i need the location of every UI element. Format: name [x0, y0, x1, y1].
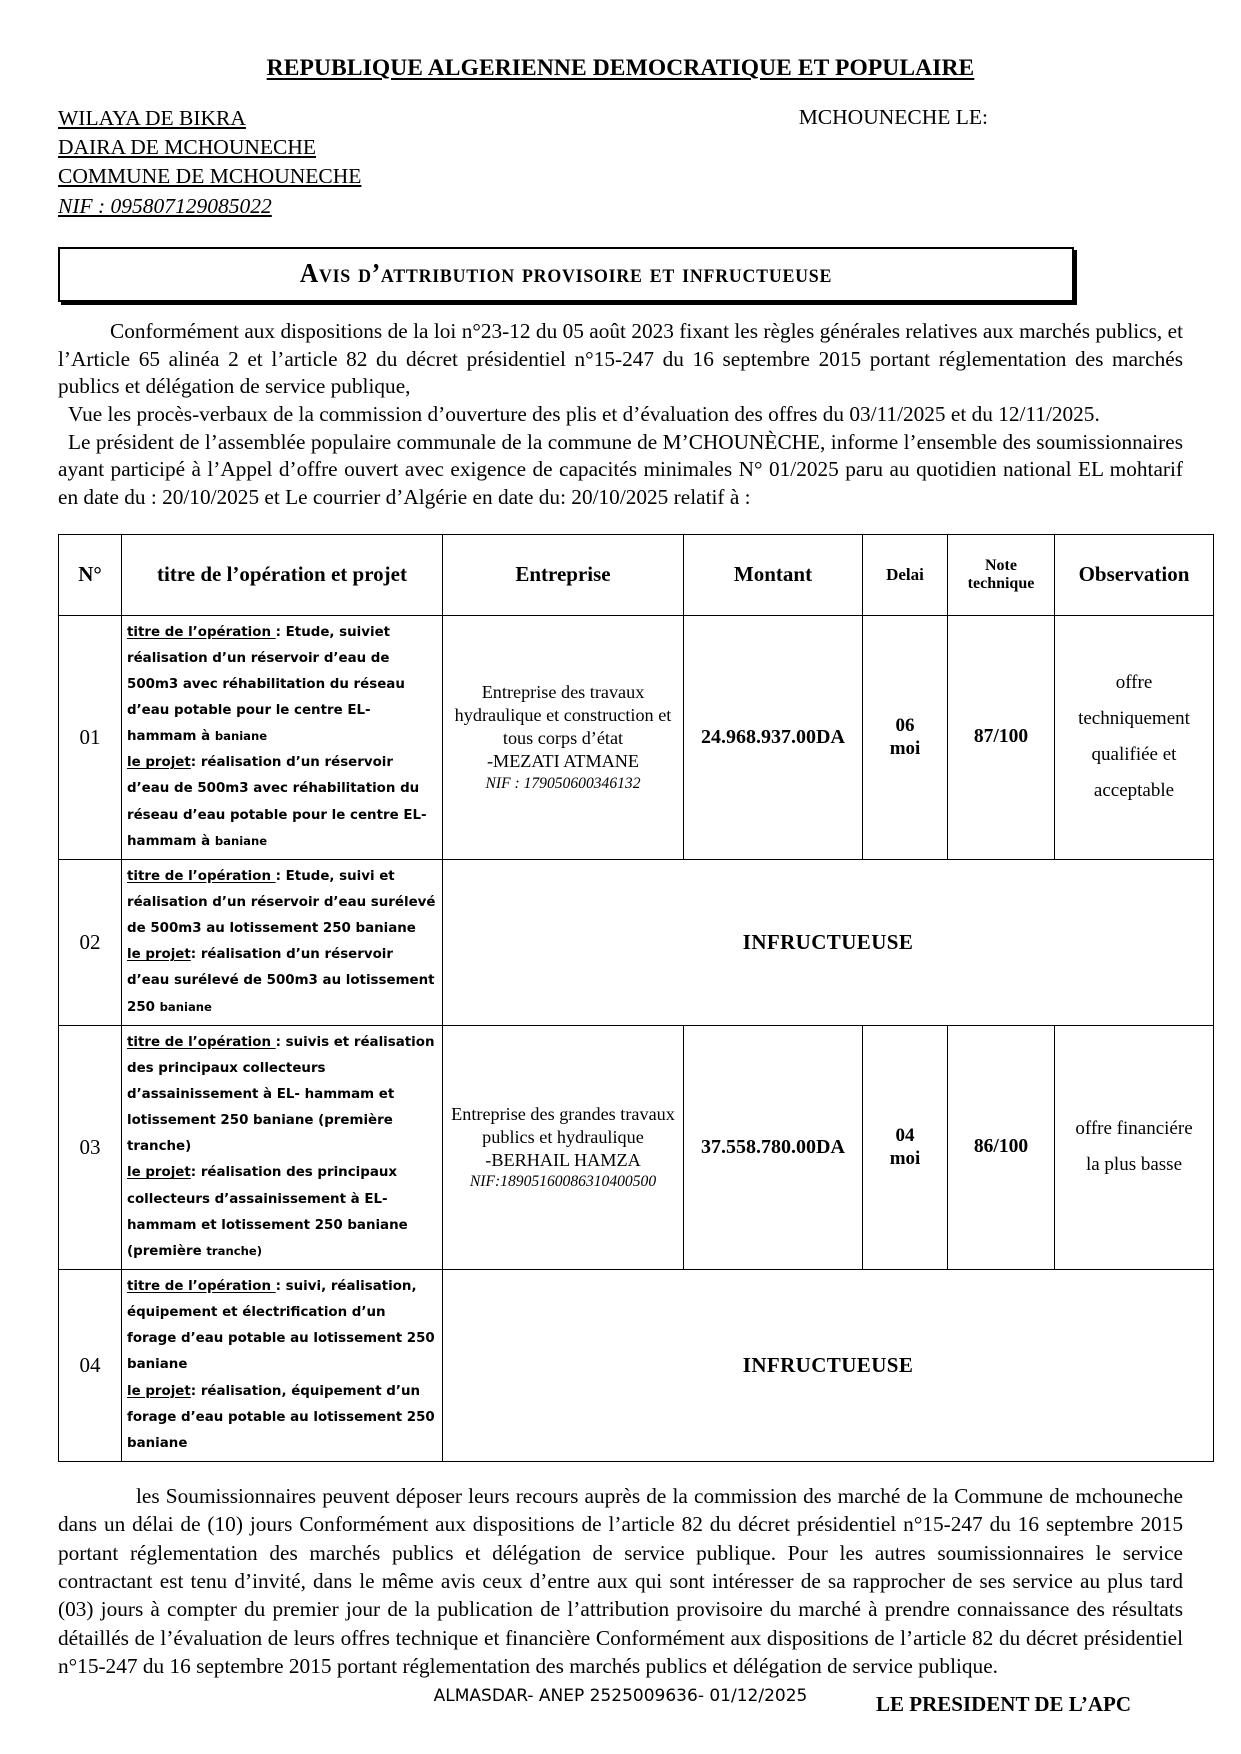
row-number: 02 — [59, 859, 122, 1025]
entreprise-line-4: -MEZATI ATMANE — [486, 751, 640, 772]
operation-text-small: baniane — [214, 729, 268, 744]
project-text: : réalisation d’un réservoir d’eau de 500m3 avec réhabilitation du réseau d’eau potable pour le centre EL- hammam à — [127, 755, 427, 849]
row-entreprise — [443, 615, 684, 859]
intro-paragraph-3: Le président de l’assemblée populaire communale de la commune de M’CHOUNÈCHE, informe l’ensemble des soumissionnaires ayant participé à l’Appel d’offre ouvert avec exigence de capacités minimales N° 01/2025 paru au quotidien national EL mohtarif en date du : 20/10/2025 et Le courrier d’Algérie en date du: 20/10/2025 relatif à : — [58, 429, 1183, 509]
entreprise-line-3: tous corps d’état — [502, 728, 624, 749]
project-text: : réalisation des principaux collecteurs d’assainissement à EL- hammam et lotissement 250 baniane (première — [127, 1165, 408, 1259]
project-text-small: tranche) — [206, 1243, 263, 1258]
observation-line-2: la plus basse — [1085, 1154, 1183, 1176]
operation-text: : suivis et réalisation des principaux collecteurs d’assainissement à EL- hammam et lotissement 250 baniane (première tranche) — [127, 1034, 435, 1155]
row-observation — [1055, 615, 1214, 859]
nif-line: NIF : 095807129085022 — [58, 193, 272, 218]
table-row — [59, 1270, 1214, 1462]
observation-line-1: offre — [1115, 672, 1153, 694]
identity-block — [58, 104, 1183, 221]
footer-anep-reference: ALMASDAR- ANEP 2525009636- 01/12/2025 — [433, 1686, 808, 1706]
operation-text: : Etude, suivi et réalisation d’un réservoir d’eau surélevé de 500m3 au lotissement 250 baniane — [127, 868, 436, 937]
header-montant: Montant — [684, 534, 863, 615]
delai-unit: moi — [889, 1148, 921, 1170]
project-label: le projet — [127, 947, 191, 963]
row-operation-title — [122, 1270, 443, 1462]
date-line: MCHOUNECHE LE: — [798, 105, 988, 129]
row-observation — [1055, 1025, 1214, 1269]
entreprise-line-2: publics et hydraulique — [482, 1126, 644, 1147]
row-infructueuse-status: INFRUCTUEUSE — [443, 859, 1214, 1025]
operation-text: : suivi, réalisation, équipement et électrification d’un forage d’eau potable au lotissement 250 baniane — [127, 1279, 435, 1373]
operation-label: titre de l’opération — [127, 868, 276, 884]
row-note-technique: 86/100 — [948, 1025, 1055, 1269]
delai-number: 04 — [895, 1124, 915, 1146]
header-note-line2: technique — [967, 574, 1035, 592]
daira-line: DAIRA DE MCHOUNECHE — [58, 135, 316, 160]
project-label: le projet — [127, 1383, 191, 1399]
row-infructueuse-status: INFRUCTUEUSE — [443, 1270, 1214, 1462]
row-entreprise — [443, 1025, 684, 1269]
entreprise-line-1: Entreprise des grandes travaux — [451, 1103, 675, 1124]
project-label: le projet — [127, 755, 191, 771]
header-delai: Delai — [863, 534, 948, 615]
republic-title: REPUBLIQUE ALGERIENNE DEMOCRATIQUE ET POPULAIRE — [266, 55, 975, 81]
awards-table-header — [59, 534, 1214, 615]
row-operation-title — [122, 1025, 443, 1269]
entreprise-line-3: -BERHAIL HAMZA — [485, 1150, 641, 1171]
entreprise-line-1: Entreprise des travaux — [481, 682, 645, 703]
entreprise-nif: NIF:18905160086310400500 — [469, 1173, 657, 1191]
project-text-small: baniane — [159, 999, 212, 1014]
table-row — [59, 615, 1214, 859]
table-row — [59, 1025, 1214, 1269]
operation-label: titre de l’opération — [127, 1034, 276, 1050]
entreprise-line-2: hydraulique et construction et — [454, 705, 672, 726]
observation-line-3: qualifiée et — [1091, 744, 1177, 766]
header-observation: Observation — [1055, 534, 1214, 615]
table-row — [59, 859, 1214, 1025]
intro-section — [58, 318, 1183, 512]
project-text: : réalisation d’un réservoir d’eau surélevé de 500m3 au lotissement 250 — [127, 947, 435, 1015]
header-titre: titre de l’opération et projet — [122, 534, 443, 615]
row-note-technique: 87/100 — [948, 615, 1055, 859]
row-operation-title — [122, 859, 443, 1025]
commune-line: COMMUNE DE MCHOUNECHE — [58, 164, 362, 189]
header-entreprise: Entreprise — [443, 534, 684, 615]
observation-line-1: offre financiére — [1075, 1118, 1193, 1140]
project-label: le projet — [127, 1165, 191, 1181]
delai-number: 06 — [895, 714, 915, 736]
intro-paragraph-1: Conformément aux dispositions de la loi n°23-12 du 05 août 2023 fixant les règles générales relatives aux marchés publics, et l’Article 65 alinéa 2 et l’article 82 du décret présidentiel n°15-247 du 16 septembre 2015 portant réglementation des marchés publics et délégation de service publique, — [58, 318, 1183, 399]
delai-unit: moi — [889, 738, 921, 760]
awards-table-body — [59, 615, 1214, 1461]
operation-text: : Etude, suiviet réalisation d’un réservoir d’eau de 500m3 avec réhabilitation du réseau d’eau potable pour le centre EL- hammam à — [127, 624, 405, 745]
project-text-small: baniane — [214, 833, 268, 848]
operation-label: titre de l’opération — [127, 1279, 276, 1295]
administrative-identity — [58, 104, 361, 221]
operation-label: titre de l’opération — [127, 624, 276, 640]
row-number: 03 — [59, 1025, 122, 1269]
row-montant: 24.968.937.00DA — [684, 615, 863, 859]
row-montant: 37.558.780.00DA — [684, 1025, 863, 1269]
row-delai — [863, 1025, 948, 1269]
entreprise-nif: NIF : 179050600346132 — [485, 774, 641, 792]
row-operation-title — [122, 615, 443, 859]
wilaya-line: WILAYA DE BIKRA — [58, 106, 246, 130]
row-number: 04 — [59, 1270, 122, 1462]
intro-paragraph-2: Vue les procès-verbaux de la commission d’ouverture des plis et d’évaluation des offres du 03/11/2025 et du 12/11/2025. — [68, 401, 1100, 426]
closing-paragraph: les Soumissionnaires peuvent déposer leurs recours auprès de la commission des marché de la Commune de mchouneche dans un délai de (10) jours Conformément aux dispositions de l’article 82 du décret présidentiel n°15-247 du 16 septembre 2015 portant réglementation des marchés publics et délégation de service publique. Pour les autres soumissionnaires le service contractant est tenu d’invité, dans le même avis ceux d’entre aux qui sont intéresser de sa rapprocher de ses service au plus tard (03) jours à compter du premier jour de la publication de l’attribution provisoire du marché à prendre connaissance des résultats détaillés de l’évaluation de leurs offres technique et financière Conformément aux dispositions de l’article 82 du décret présidentiel n°15-247 du 16 septembre 2015 portant réglementation des marchés publics et délégation de service publique. — [58, 1484, 1183, 1678]
row-delai — [863, 615, 948, 859]
notice-title-box — [58, 247, 1074, 302]
closing-section — [58, 1482, 1183, 1680]
project-text: : réalisation, équipement d’un forage d’eau potable au lotissement 250 baniane — [127, 1383, 435, 1451]
notice-title: Avis d’attribution provisoire et infructueuse — [299, 257, 833, 288]
observation-line-4: acceptable — [1093, 780, 1175, 802]
awards-table — [58, 534, 1214, 1462]
header-num: N° — [59, 534, 122, 615]
signature-block: LE PRESIDENT DE L’APC — [876, 1692, 1131, 1717]
row-number: 01 — [59, 615, 122, 859]
header-note-line1: Note — [985, 557, 1017, 575]
observation-line-2: techniquement — [1078, 708, 1190, 730]
table-header-row — [59, 534, 1214, 615]
header-note-technique — [948, 534, 1055, 615]
